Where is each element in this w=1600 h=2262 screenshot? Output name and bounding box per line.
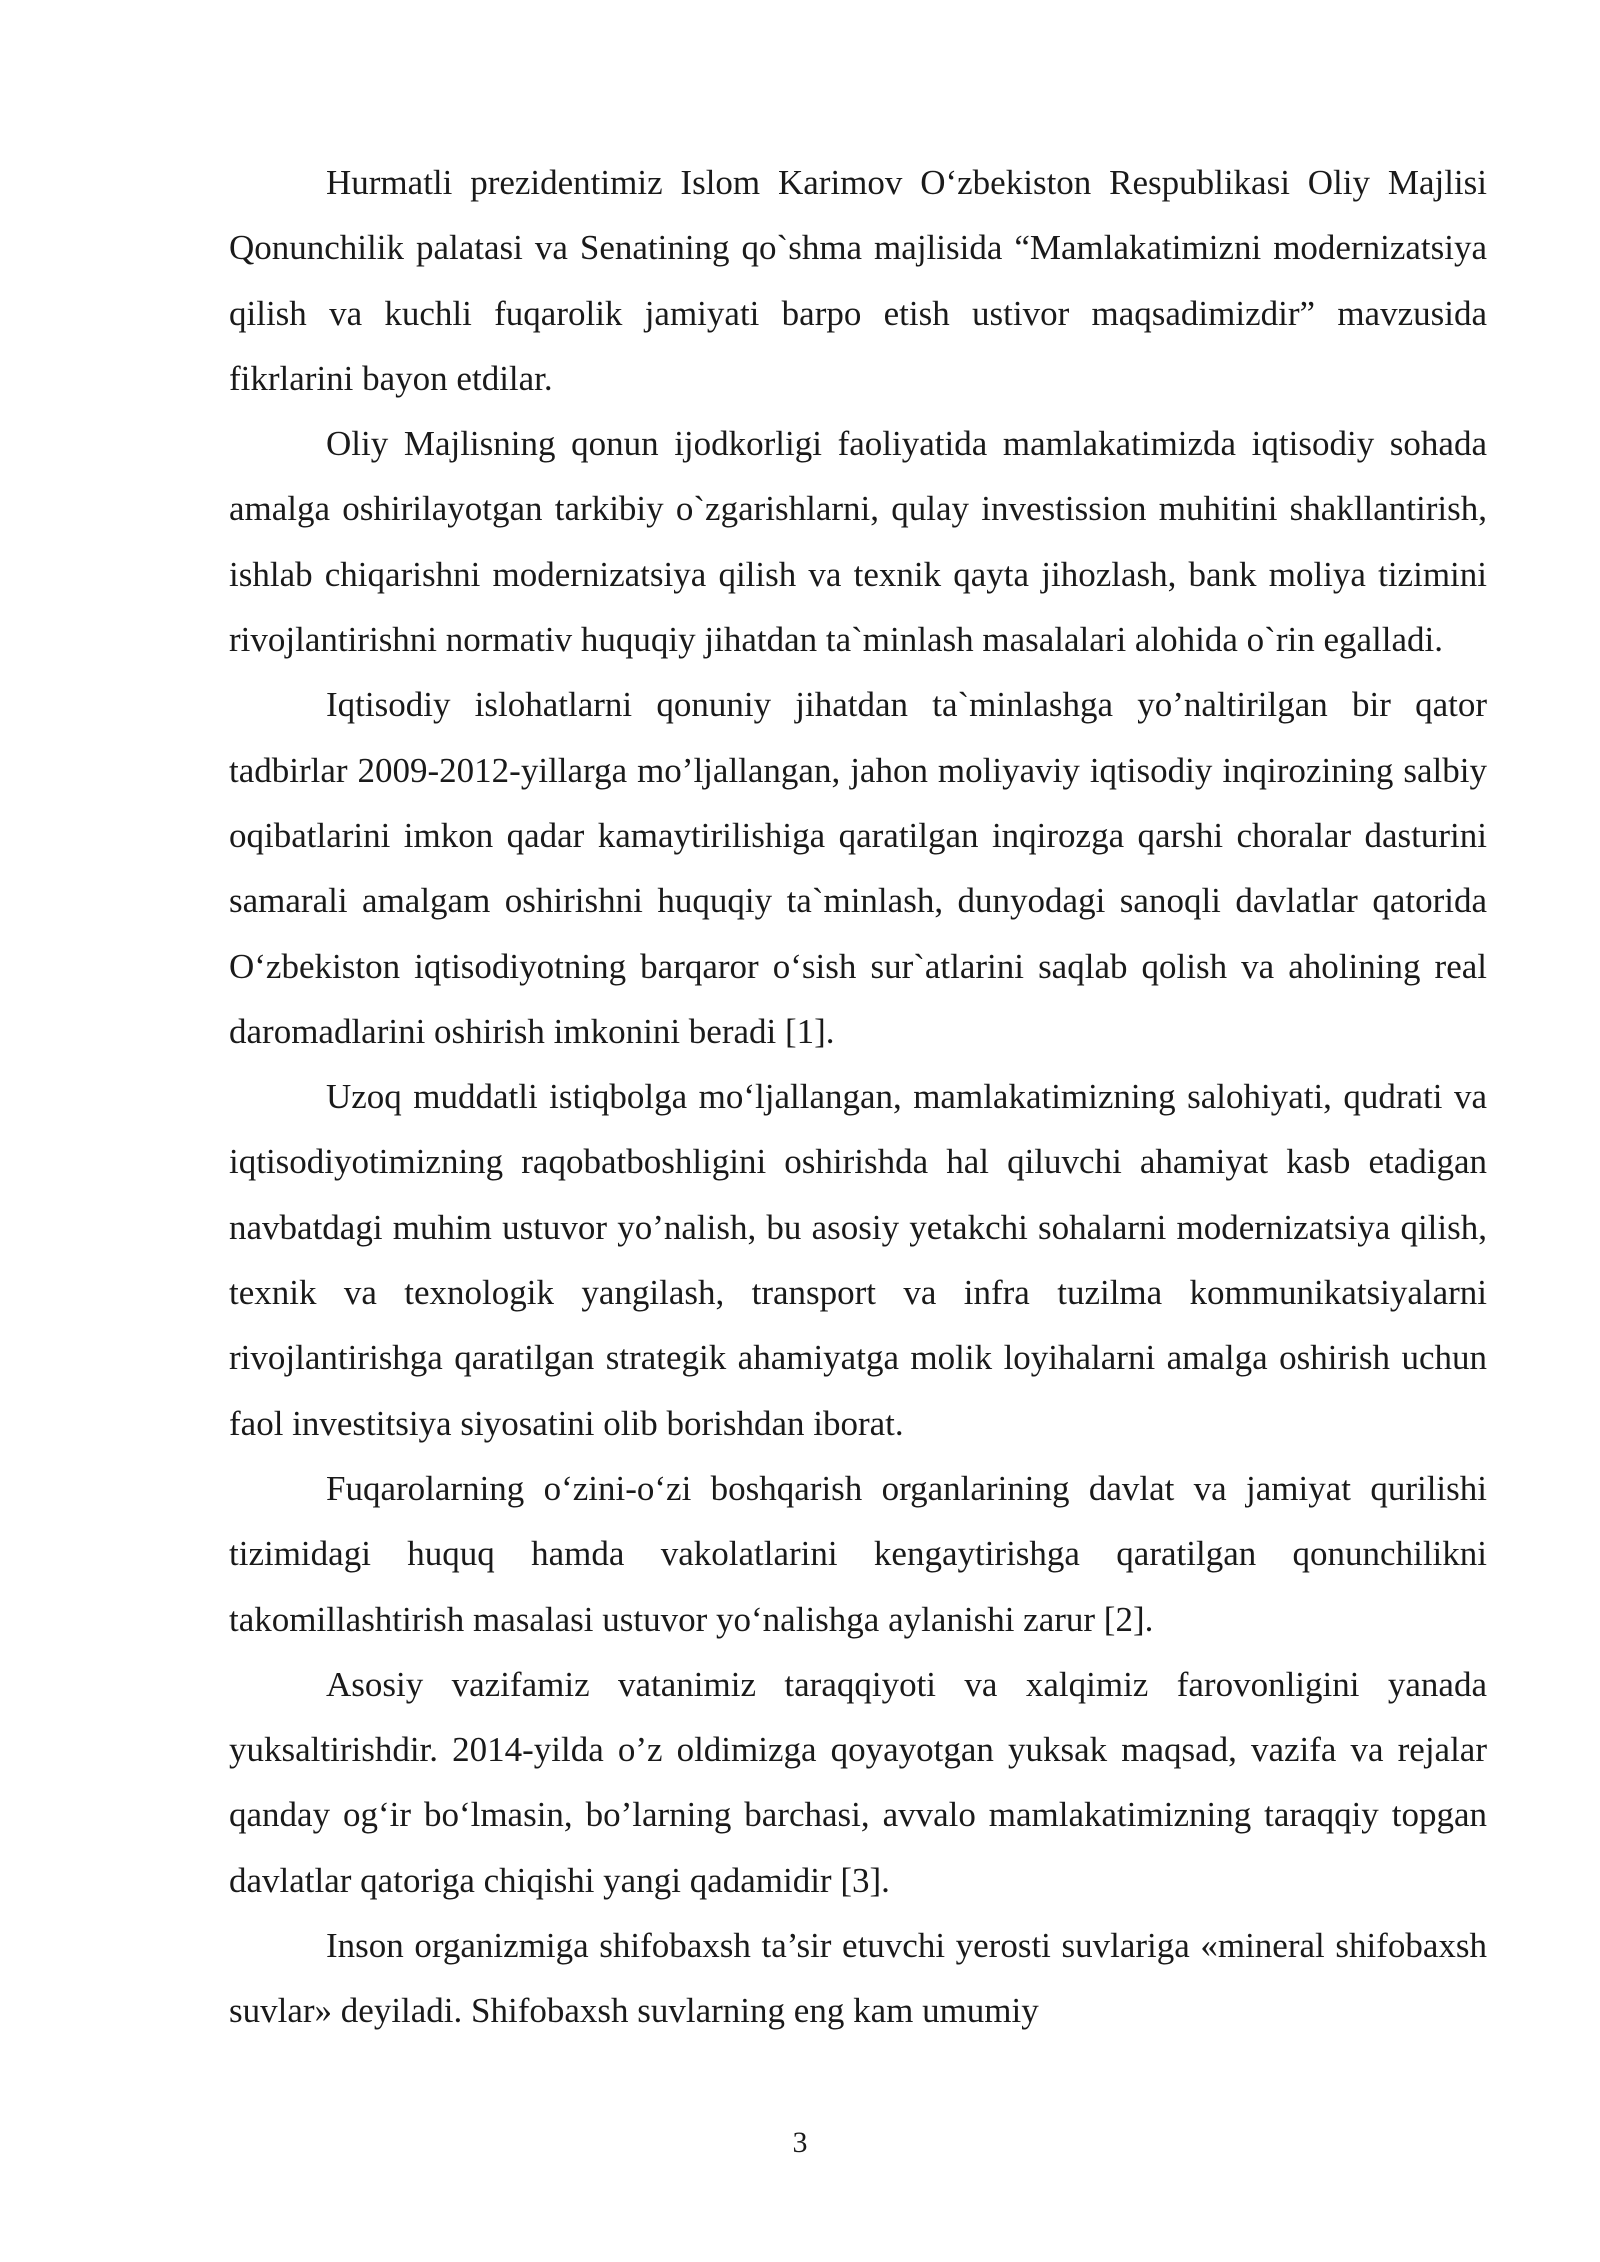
body-text (229, 150, 1487, 2044)
paragraph-2: Oliy Majlisning qonun ijodkorligi faoliyatida mamlakatimizda iqtisodiy sohada amalga oshirilayotgan tarkibiy o`zgarishlarni, qulay investission muhitini shakllantirish, ishlab chiqarishni modernizatsiya qilish va texnik qayta jihozlash, bank moliya tizimini rivojlantirishni normativ huquqiy jihatdan ta`minlash masalalari alohida o`rin egalladi. (229, 424, 1487, 660)
paragraph-5: Fuqarolarning o‘zini-o‘zi boshqarish organlarining davlat va jamiyat qurilishi tizimidagi huquq hamda vakolatlarini kengaytirishga qaratilgan qonunchilikni takomillashtirish masalasi ustuvor yo‘nalishga aylanishi zarur [2]. (229, 1468, 1487, 1639)
paragraph-3: Iqtisodiy islohatlarni qonuniy jihatdan ta`minlashga yo’naltirilgan bir qator tadbirlar 2009-2012-yillarga mo’ljallangan, jahon moliyaviy iqtisodiy inqirozining salbiy oqibatlarini imkon qadar kamaytirilishiga qaratilgan inqirozga qarshi choralar dasturini samarali amalgam oshirishni huquqiy ta`minlash, dunyodagi sanoqli davlatlar qatorida O‘zbekiston iqtisodiyotning barqaror o‘sish sur`atlarini saqlab qolish va aholining real daromadlarini oshirish imkonini beradi [1]. (229, 685, 1487, 1051)
paragraph-4: Uzoq muddatli istiqbolga mo‘ljallangan, mamlakatimizning salohiyati, qudrati va iqtisodiyotimizning raqobatboshligini oshirishda hal qiluvchi ahamiyat kasb etadigan navbatdagi muhim ustuvor yo’nalish, bu asosiy yetakchi sohalarni modernizatsiya qilish, texnik va texnologik yangilash, transport va infra tuzilma kommunikatsiyalarni rivojlantirishga qaratilgan strategik ahamiyatga molik loyihalarni amalga oshirish uchun faol investitsiya siyosatini olib borishdan iborat. (229, 1077, 1487, 1443)
paragraph-7: Inson organizmiga shifobaxsh ta’sir etuvchi yerosti suvlariga «mineral shifobaxsh suvlar» deyiladi. Shifobaxsh suvlarning eng kam umumiy (229, 1926, 1487, 2031)
paragraph-1: Hurmatli prezidentimiz Islom Karimov O‘zbekiston Respublikasi Oliy Majlisi Qonunchilik palatasi va Senatining qo`shma majlisida “Mamlakatimizni modernizatsiya qilish va kuchli fuqarolik jamiyati barpo etish ustivor maqsadimizdir” mavzusida fikrlarini bayon etdilar. (229, 163, 1487, 398)
page-number: 3 (792, 2126, 808, 2159)
paragraph-6: Asosiy vazifamiz vatanimiz taraqqiyoti va xalqimiz farovonligini yanada yuksaltirishdir. 2014-yilda o’z oldimizga qoyayotgan yuksak maqsad, vazifa va rejalar qanday og‘ir bo‘lmasin, bo’larning barchasi, avvalo mamlakatimizning taraqqiy topgan davlatlar qatoriga chiqishi yangi qadamidir [3]. (229, 1664, 1487, 1900)
